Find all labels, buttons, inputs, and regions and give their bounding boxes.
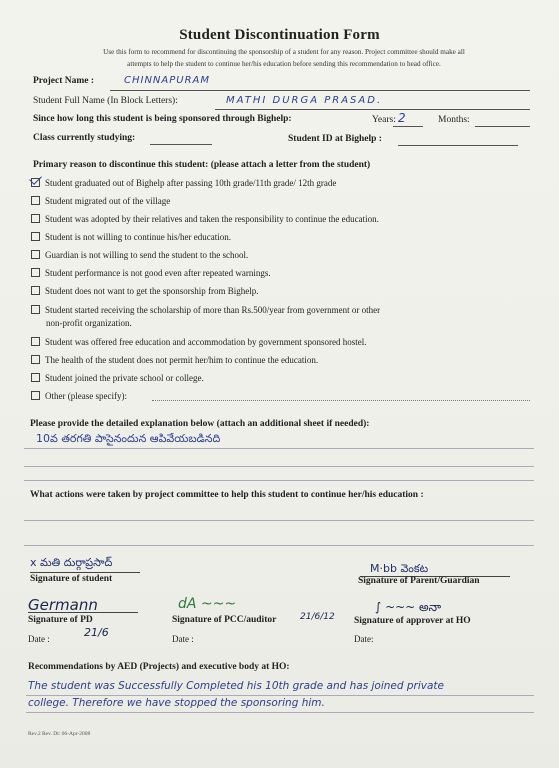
checkbox[interactable] <box>31 373 40 382</box>
reason-label: Student joined the private school or college. <box>45 373 204 383</box>
other-specify-field[interactable] <box>152 400 530 401</box>
checkbox[interactable] <box>31 391 40 400</box>
explanation-heading: Please provide the detailed explanation below (attach an additional sheet if needed): <box>30 419 370 429</box>
reason-label: Student does not want to get the sponsorship from Bighelp. <box>45 286 259 296</box>
student-signature-label: Signature of student <box>30 574 113 584</box>
months-label: Months: <box>438 115 470 125</box>
reason-label: Student was offered free education and accommodation by government sponsored hostel. <box>45 337 367 347</box>
recommendation-rule <box>26 695 534 696</box>
class-field[interactable] <box>150 144 212 145</box>
pd-date-label: Date : <box>28 634 50 644</box>
years-label: Years: <box>372 115 396 125</box>
months-field[interactable] <box>475 126 530 127</box>
form-instructions <box>34 46 534 70</box>
approver-signature-label: Signature of approver at HO <box>354 616 471 626</box>
approver-date-label: Date: <box>354 634 374 644</box>
reason-label: Other (please specify): <box>45 391 127 401</box>
checkbox[interactable] <box>31 232 40 241</box>
instruction-line-2: attempts to help the student to continue her/his education before sending this recommendation to head office. <box>127 60 441 68</box>
actions-line[interactable] <box>24 545 534 546</box>
reason-item[interactable] <box>31 390 127 402</box>
reason-label: Student was adopted by their relatives and taken the responsibility to continue the education. <box>45 214 379 224</box>
recommendation-line-1[interactable]: The student was Successfully Completed his 10th grade and has joined private <box>28 680 445 692</box>
reason-label: Student migrated out of the village <box>45 196 171 206</box>
reason-item[interactable] <box>31 177 336 189</box>
reason-label: Guardian is not willing to send the student to the school. <box>45 250 249 260</box>
project-name-label: Project Name : <box>33 76 95 86</box>
pcc-signature-label: Signature of PCC/auditor <box>172 615 277 625</box>
recommendation-line-2[interactable]: college. Therefore we have stopped the sponsoring him. <box>28 697 325 709</box>
reason-item[interactable] <box>31 336 367 348</box>
explanation-field[interactable]: 10వ తరగతి పాసైనందున ఆపివేయబడినది <box>36 432 221 445</box>
reason-item[interactable] <box>31 213 379 225</box>
pd-date-field[interactable]: 21/6 <box>84 626 109 639</box>
reason-label: Student performance is not good even after repeated warnings. <box>45 268 271 278</box>
approver-signature: ∫ ~~~ అనా <box>375 600 442 614</box>
reason-continuation: non-profit organization. <box>46 318 132 328</box>
reason-item[interactable] <box>31 304 380 316</box>
project-name-field[interactable]: CHINNAPURAM <box>124 75 211 86</box>
checkbox[interactable] <box>31 305 40 314</box>
student-name-field[interactable]: MATHI DURGA PRASAD. <box>226 95 383 106</box>
years-field[interactable]: 2 <box>398 111 406 125</box>
checkbox[interactable] <box>31 250 40 259</box>
student-id-label: Student ID at Bighelp : <box>288 134 382 144</box>
reason-item[interactable] <box>31 195 170 207</box>
sponsored-since-label: Since how long this student is being sponsored through Bighelp: <box>33 114 292 124</box>
reason-item[interactable] <box>31 372 204 384</box>
checkbox[interactable] <box>31 337 40 346</box>
checkbox[interactable] <box>31 214 40 223</box>
pcc-date-field[interactable]: 21/6/12 <box>300 612 335 622</box>
pd-signature: Germann <box>28 596 98 614</box>
reason-item[interactable] <box>31 249 248 261</box>
form-title: Student Discontinuation Form <box>179 27 380 43</box>
actions-line[interactable] <box>24 520 534 521</box>
recommendations-heading: Recommendations by AED (Projects) and executive body at HO: <box>28 662 290 672</box>
years-line <box>393 126 423 127</box>
recommendation-rule <box>26 712 534 713</box>
checkbox-checked[interactable] <box>31 178 40 187</box>
checkbox[interactable] <box>31 196 40 205</box>
checkbox[interactable] <box>31 286 40 295</box>
checkbox[interactable] <box>31 355 40 364</box>
pcc-signature: dA ~~~ <box>178 596 237 612</box>
reason-label: Student is not willing to continue his/her education. <box>45 232 231 242</box>
pd-signature-line <box>28 612 138 613</box>
actions-heading: What actions were taken by project committee to help this student to continue her/his education : <box>30 490 424 500</box>
reason-item[interactable] <box>31 285 258 297</box>
instruction-line-1: Use this form to recommend for discontinuing the sponsorship of a student for any reason. Project committee should make all <box>103 48 465 56</box>
student-signature: x మతి దుర్గాప్రసాద్ <box>30 556 113 569</box>
reasons-heading: Primary reason to discontinue this student: (please attach a letter from the student) <box>33 160 371 170</box>
form-footer: Rev.2 Rev. Dt: 06-Apr-2008 <box>28 731 91 737</box>
parent-signature: M·bb వెంకట <box>370 562 429 575</box>
pd-signature-label: Signature of PD <box>28 615 93 625</box>
student-name-line <box>215 109 530 110</box>
student-id-field[interactable] <box>398 145 518 146</box>
student-name-label: Student Full Name (In Block Letters): <box>33 96 178 106</box>
class-label: Class currently studying: <box>33 133 136 143</box>
reason-item[interactable] <box>31 267 271 279</box>
explanation-line <box>24 466 534 467</box>
reason-item[interactable] <box>31 354 318 366</box>
explanation-line <box>24 480 534 481</box>
reason-item[interactable] <box>31 231 231 243</box>
project-name-line <box>110 90 530 91</box>
parent-signature-label: Signature of Parent/Guardian <box>358 576 480 586</box>
student-signature-line <box>30 572 140 573</box>
pcc-date-label: Date : <box>172 634 194 644</box>
explanation-line <box>24 448 534 449</box>
reason-label: Student started receiving the scholarship of more than Rs.500/year from government or other <box>45 305 381 315</box>
checkbox[interactable] <box>31 268 40 277</box>
reason-label: Student graduated out of Bighelp after passing 10th grade/11th grade/ 12th grade <box>45 178 337 188</box>
reason-label: The health of the student does not permit her/him to continue the education. <box>45 355 319 365</box>
